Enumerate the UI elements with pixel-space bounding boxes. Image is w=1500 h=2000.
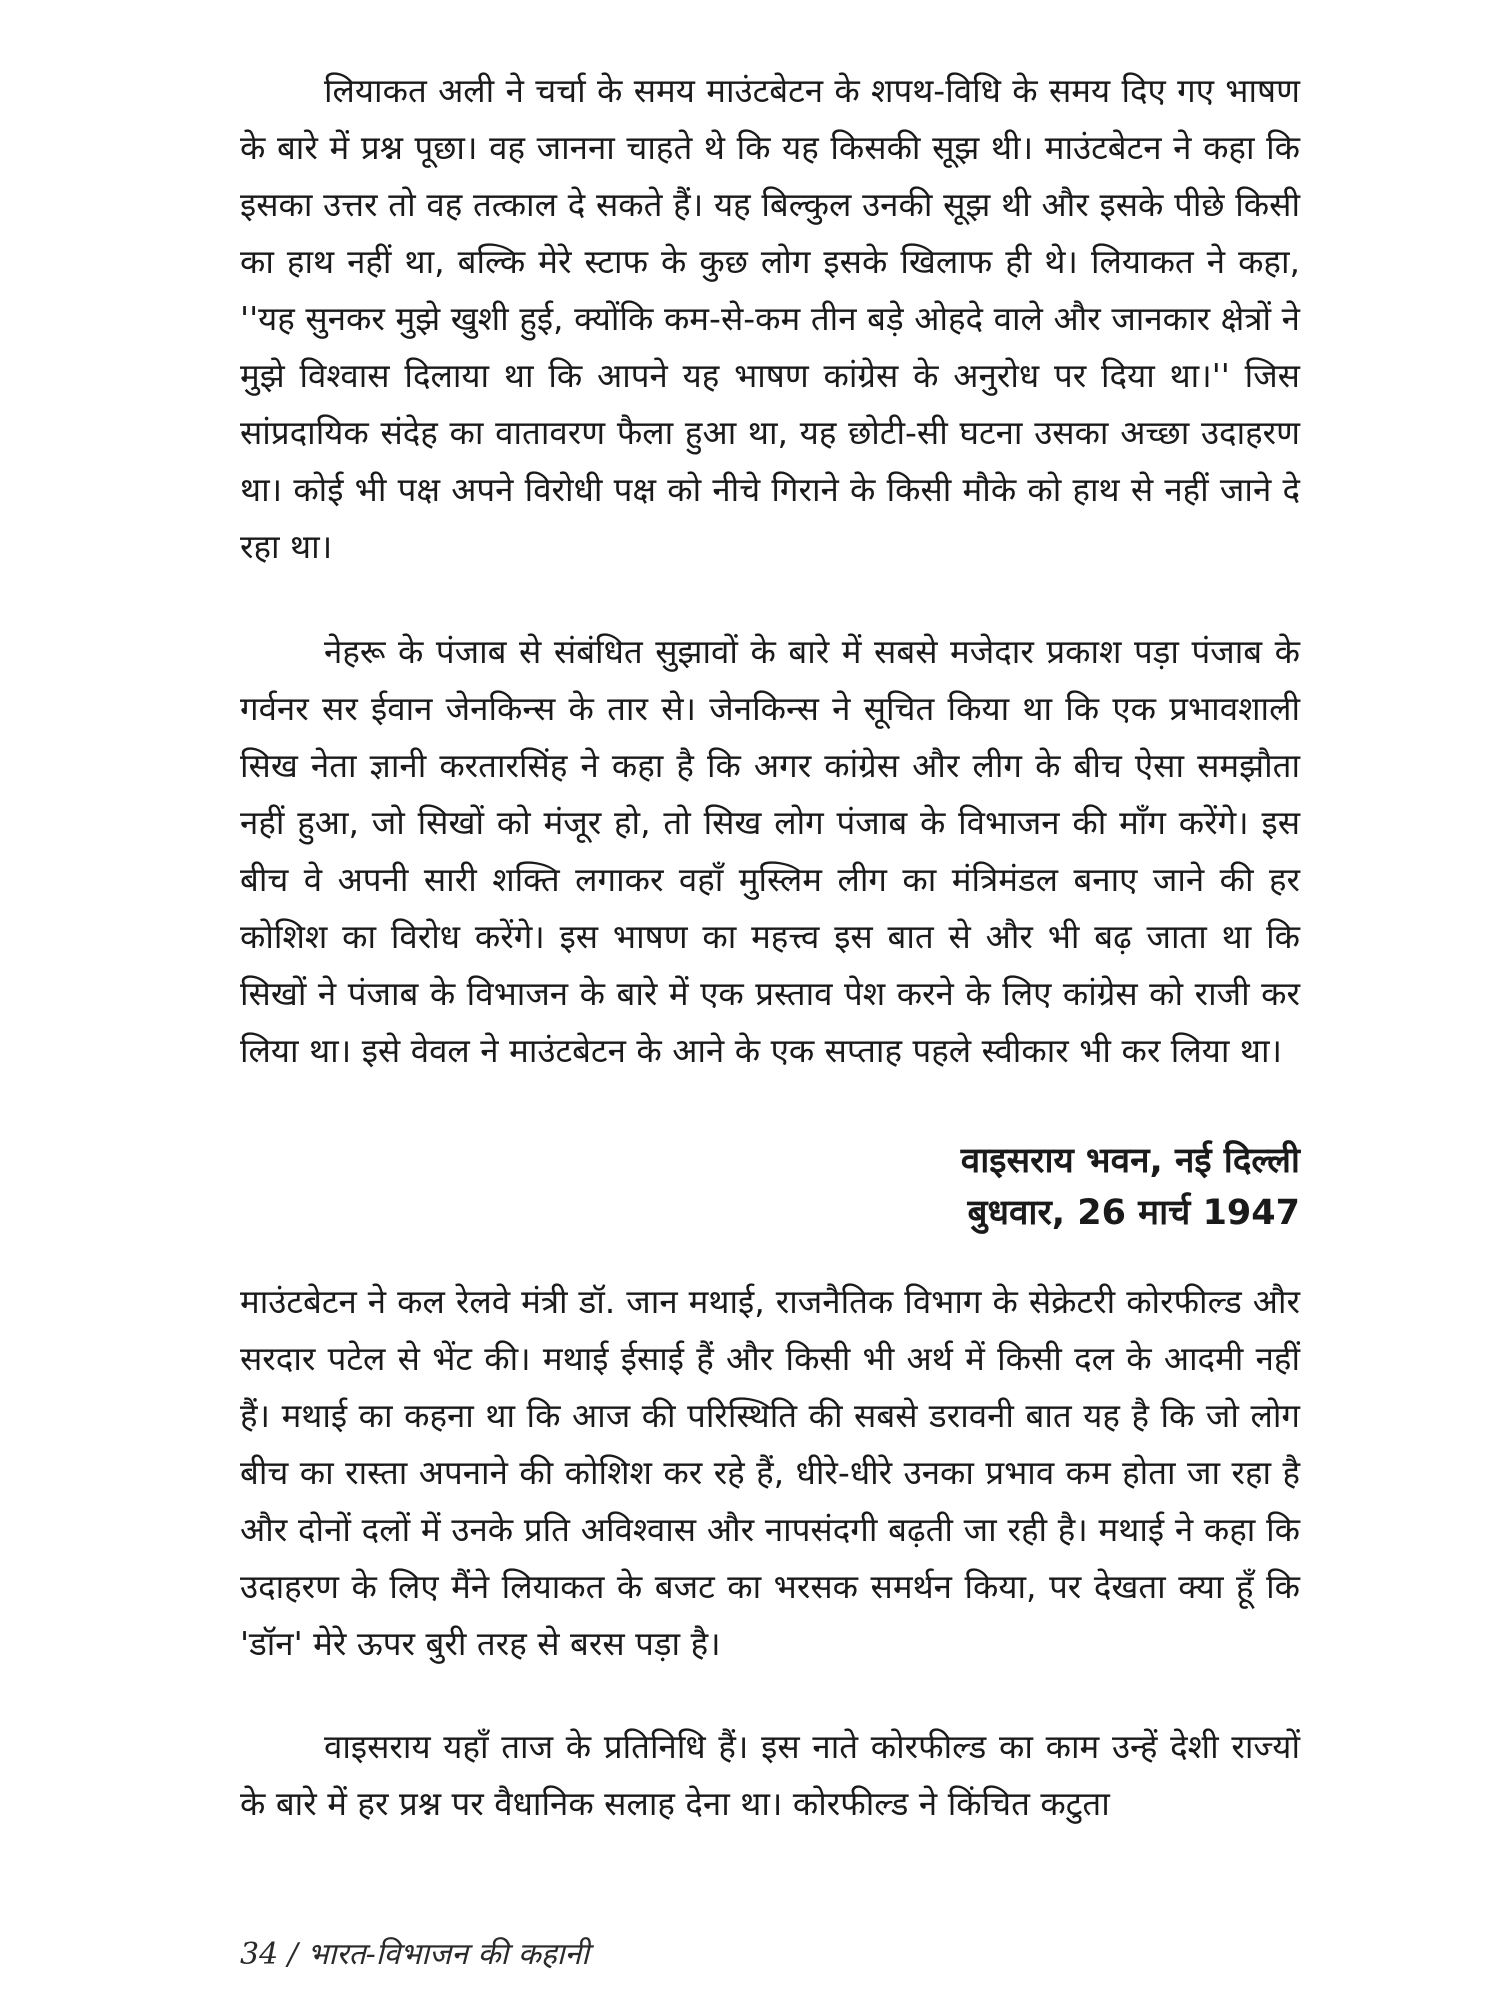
- paragraph-punjab-jenkins: नेहरू के पंजाब से संबंधित सुझावों के बारे में सबसे मजेदार प्रकाश पड़ा पंजाब के गर्वनर सर ईवान जेनकिन्स के तार से। जेनकिन्स ने सूचित किया था कि एक प्रभावशाली सिख नेता ज्ञानी करतारसिंह ने कहा है कि अगर कांग्रेस और लीग के बीच ऐसा समझौता नहीं हुआ, जो सिखों को मंजूर हो, तो सिख लोग पंजाब के विभाजन की माँग करेंगे। इस बीच वे अपनी सारी शक्ति लगाकर वहाँ मुस्लिम लीग का मंत्रिमंडल बनाए जाने की हर कोशिश का विरोध करेंगे। इस भाषण का महत्त्व इस बात से और भी बढ़ जाता था कि सिखों ने पंजाब के विभाजन के बारे में एक प्रस्ताव पेश करने के लिए कांग्रेस को राजी कर लिया था। इसे वेवल ने माउंटबेटन के आने के एक सप्ताह पहले स्वीकार भी कर लिया था।: [240, 632, 1300, 1070]
- paragraph-mathai-meeting: माउंटबेटन ने कल रेलवे मंत्री डॉ. जान मथाई, राजनैतिक विभाग के सेक्रेटरी कोरफील्ड और सरदार पटेल से भेंट की। मथाई ईसाई हैं और किसी भी अर्थ में किसी दल के आदमी नहीं हैं। मथाई का कहना था कि आज की परिस्थिति की सबसे डरावनी बात यह है कि जो लोग बीच का रास्ता अपनाने की कोशिश कर रहे हैं, धीरे-धीरे उनका प्रभाव कम होता जा रहा है और दोनों दलों में उनके प्रति अविश्वास और नापसंदगी बढ़ती जा रही है। मथाई ने कहा कि उदाहरण के लिए मैंने लियाकत के बजट का भरसक समर्थन किया, पर देखता क्या हूँ कि 'डॉन' मेरे ऊपर बुरी तरह से बरस पड़ा है।: [240, 1282, 1300, 1663]
- running-footer: 34 / भारत-विभाजन की कहानी: [240, 1937, 589, 1972]
- paragraph-liaquat-speech: लियाकत अली ने चर्चा के समय माउंटबेटन के शपथ-विधि के समय दिए गए भाषण के बारे में प्रश्न पूछा। वह जानना चाहते थे कि यह किसकी सूझ थी। माउंटबेटन ने कहा कि इसका उत्तर तो वह तत्काल दे सकते हैं। यह बिल्कुल उनकी सूझ थी और इसके पीछे किसी का हाथ नहीं था, बल्कि मेरे स्टाफ के कुछ लोग इसके खिलाफ ही थे। लियाकत ने कहा, ''यह सुनकर मुझे खुशी हुई, क्योंकि कम-से-कम तीन बड़े ओहदे वाले और जानकार क्षेत्रों ने मुझे विश्वास दिलाया था कि आपने यह भाषण कांग्रेस के अनुरोध पर दिया था।'' जिस सांप्रदायिक संदेह का वातावरण फैला हुआ था, यह छोटी-सी घटना उसका अच्छा उदाहरण था। कोई भी पक्ष अपने विरोधी पक्ष को नीचे गिराने के किसी मौके को हाथ से नहीं जाने दे रहा था।: [240, 71, 1300, 566]
- paragraph-viceroy-corfield: वाइसराय यहाँ ताज के प्रतिनिधि हैं। इस नाते कोरफील्ड का काम उन्हें देशी राज्यों के बारे में हर प्रश्न पर वैधानिक सलाह देना था। कोरफील्ड ने किंचित कटुता: [240, 1727, 1300, 1823]
- dateline-place: वाइसराय भवन, नई दिल्ली: [960, 1141, 1300, 1181]
- dateline-date: बुधवार, 26 मार्च 1947: [967, 1193, 1300, 1233]
